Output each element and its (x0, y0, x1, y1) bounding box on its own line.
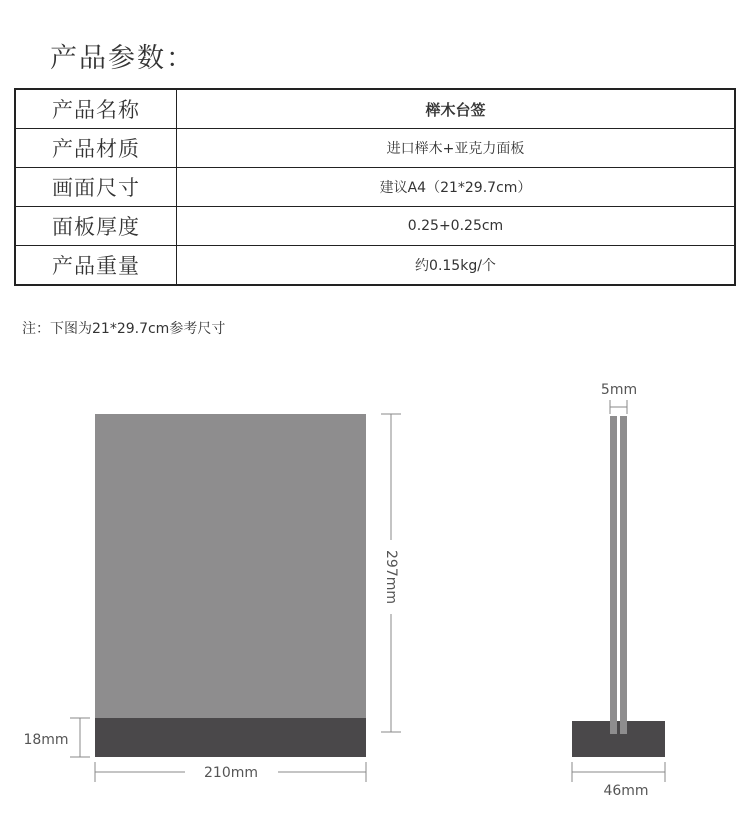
row-value-material: 进口榉木+亚克力面板 (177, 129, 736, 168)
side-panel-right (620, 416, 627, 734)
front-base (95, 718, 366, 757)
dimension-diagram (0, 360, 750, 831)
row-label-size: 画面尺寸 (15, 168, 177, 207)
row-label-thickness: 面板厚度 (15, 207, 177, 246)
base-depth-label: 46mm (603, 783, 649, 799)
width-label: 210mm (204, 765, 258, 781)
base-depth-dimension (572, 762, 665, 782)
table-row (15, 129, 735, 168)
table-row (15, 168, 735, 207)
thickness-label: 5mm (600, 382, 638, 398)
side-panel-left-slot (610, 721, 617, 734)
row-label-name: 产品名称 (15, 89, 177, 129)
page-title: 产品参数： (50, 43, 195, 74)
table-row (15, 207, 735, 246)
side-base (572, 721, 665, 757)
row-label-weight: 产品重量 (15, 246, 177, 286)
row-value-name: 榉木台签 (177, 89, 736, 129)
table-row (15, 89, 735, 129)
row-label-material: 产品材质 (15, 129, 177, 168)
row-value-thickness: 0.25+0.25cm (177, 207, 736, 246)
base-height-dimension (70, 718, 90, 757)
row-value-size: 建议A4（21*29.7cm） (177, 168, 736, 207)
spec-table (14, 88, 736, 286)
base-height-label: 18mm (23, 732, 69, 748)
thickness-dimension (610, 400, 627, 414)
front-panel (95, 414, 366, 718)
height-label: 297mm (383, 550, 399, 604)
size-note: 注：下图为21*29.7cm参考尺寸 (22, 321, 226, 337)
side-panel-left (610, 416, 617, 734)
table-row (15, 246, 735, 286)
side-panel-right-slot (620, 721, 627, 734)
row-value-weight: 约0.15kg/个 (177, 246, 736, 286)
